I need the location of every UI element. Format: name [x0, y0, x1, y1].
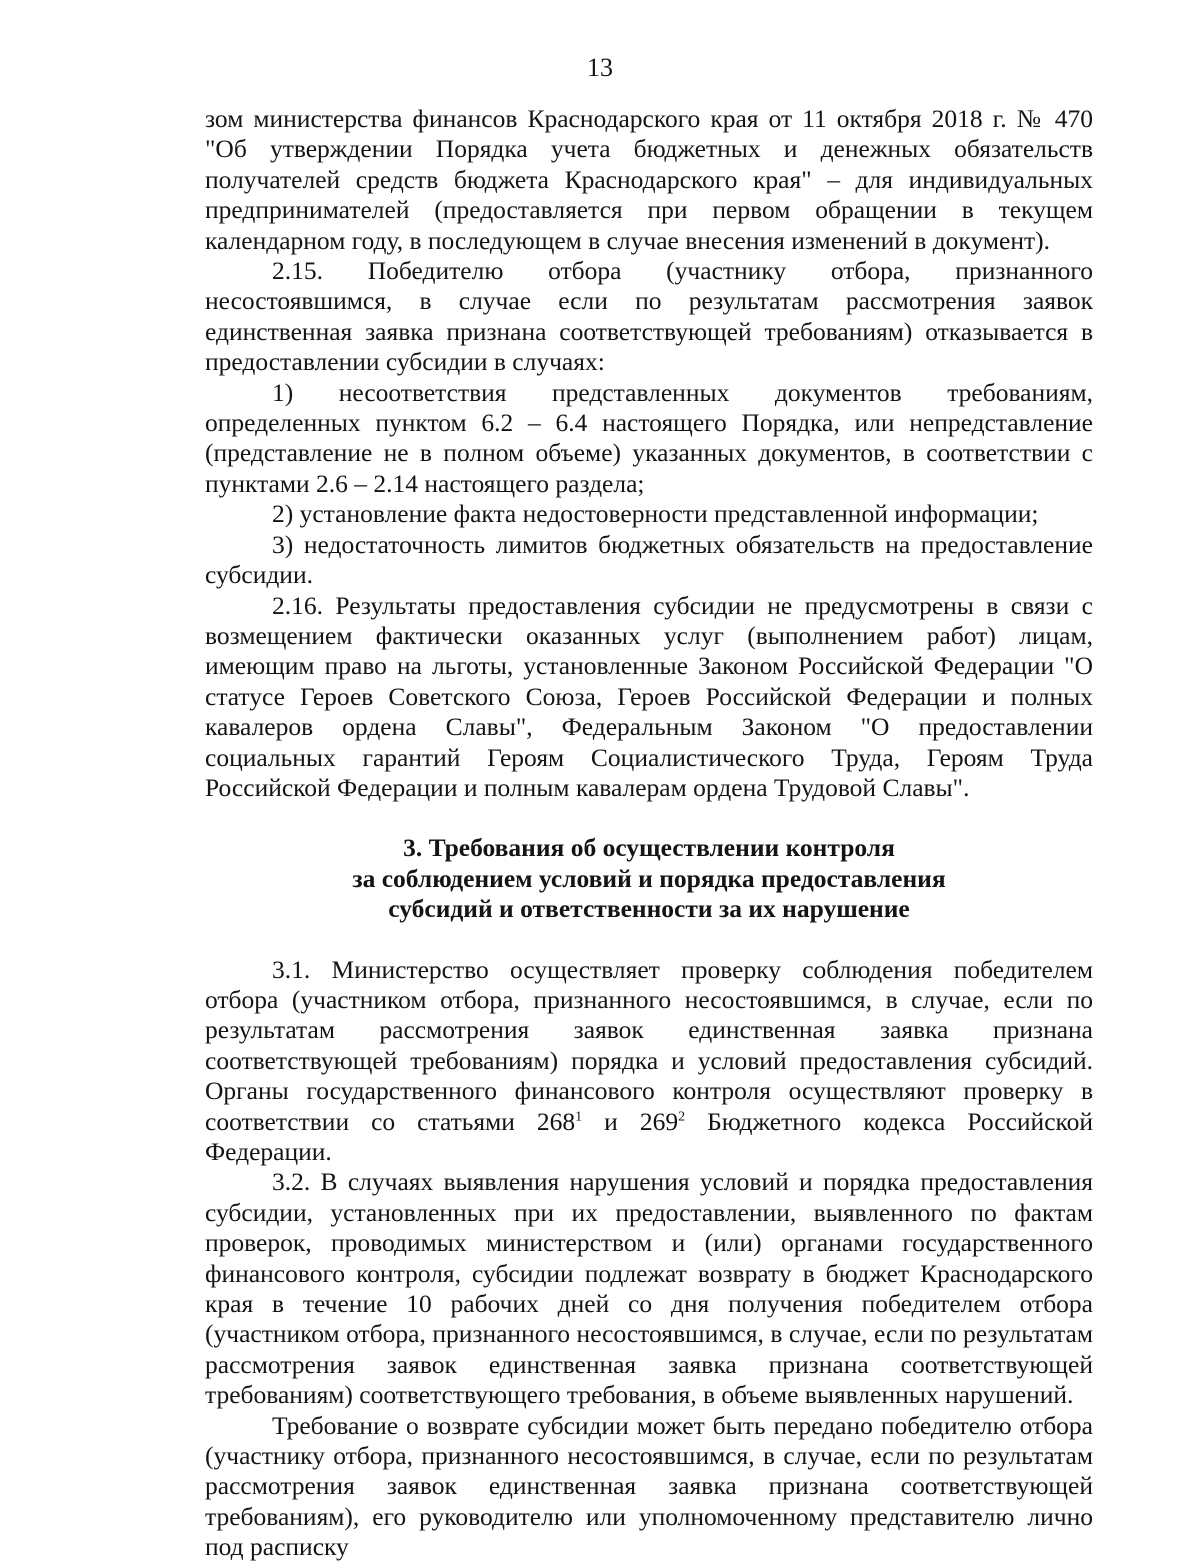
section-heading-line: субсидий и ответственности за их нарушение	[388, 894, 910, 924]
paragraph-3-1-text: Бюджетного кодекса Российской Федерации.	[205, 1106, 1094, 1166]
superscript: 2	[678, 1109, 686, 1125]
list-item-2: 2) установление факта недостоверности представленной информации;	[272, 499, 1039, 529]
paragraph-2-15: 2.15. Победителю отбора (участнику отбора, признанного несостоявшимся, в случае если по результатам рассмотрения заявок единственная заявка признана соответствующей требованиям) отказывается в предоставлении субсидии в случаях:	[205, 256, 1093, 377]
paragraph-return-requirement: Требование о возврате субсидии может быть передано победителю отбора (участнику отбора, признанного несостоявшимся, в случае, если по результатам рассмотрения заявок единственная заявка признана соответствующей требованиям), его руководителю или уполномоченному представителю лично под расписку	[205, 1410, 1093, 1562]
paragraph-3-1-text: и 269	[582, 1106, 679, 1136]
page-number: 13	[587, 53, 613, 82]
document-body	[205, 104, 1093, 1563]
paragraph-3-2: 3.2. В случаях выявления нарушения условий и порядка предоставления субсидии, установленных при их предоставлении, выявленного по фактам проверок, проводимых министерством и (или) органами государственного финансового контроля, субсидии подлежат возврату в бюджет Краснодарского края в течение 10 рабочих дней со дня получения победителем отбора (участником отбора, признанного несостоявшимся, в случае, если по результатам рассмотрения заявок единственная заявка признана соответствующей требованиям) соответствующего требования, в объеме выявленных нарушений.	[205, 1167, 1093, 1410]
paragraph-3-1	[205, 955, 1093, 1168]
paragraph-2-16: 2.16. Результаты предоставления субсидии не предусмотрены в связи с возмещением фактически оказанных услуг (выполнением работ) лицам, имеющим право на льготы, установленные Законом Российской Федерации "О статусе Героев Советского Союза, Героев Российской Федерации и полных кавалеров ордена Славы", Федеральным Законом "О предоставлении социальных гарантий Героям Социалистического Труда, Героям Труда Российской Федерации и полным кавалерам ордена Трудовой Славы".	[205, 590, 1093, 802]
list-item-3: 3) недостаточность лимитов бюджетных обязательств на предоставление субсидии.	[205, 529, 1093, 590]
section-heading-line: 3. Требования об осуществлении контроля	[403, 833, 895, 863]
paragraph-3-1-text: 3.1. Министерство осуществляет проверку соблюдения победителем отбора (участником отбора, признанного несостоявшимся, в случае, если по результатам рассмотрения заявок единственная заявка признана соответствующей требованиям) порядка и условий предоставления субсидий. Органы государственного финансового контроля осуществляют проверку в соответствии со статьями 268	[205, 954, 1093, 1136]
list-item-1: 1) несоответствия представленных документов требованиям, определенных пунктом 6.2 – 6.4 настоящего Порядка, или непредставление (представление не в полном объеме) указанных документов, в соответствии с пунктами 2.6 – 2.14 настоящего раздела;	[205, 377, 1093, 498]
section-heading	[205, 833, 1093, 924]
paragraph-continuation: зом министерства финансов Краснодарского края от 11 октября 2018 г. № 470 "Об утверждении Порядка учета бюджетных и денежных обязательств получателей средств бюджета Краснодарского края" – для индивидуальных предпринимателей (предоставляется при первом обращении в текущем календарном году, в последующем в случае внесения изменений в документ).	[205, 104, 1093, 255]
section-heading-line: за соблюдением условий и порядка предоставления	[352, 863, 946, 893]
superscript: 1	[575, 1109, 583, 1125]
